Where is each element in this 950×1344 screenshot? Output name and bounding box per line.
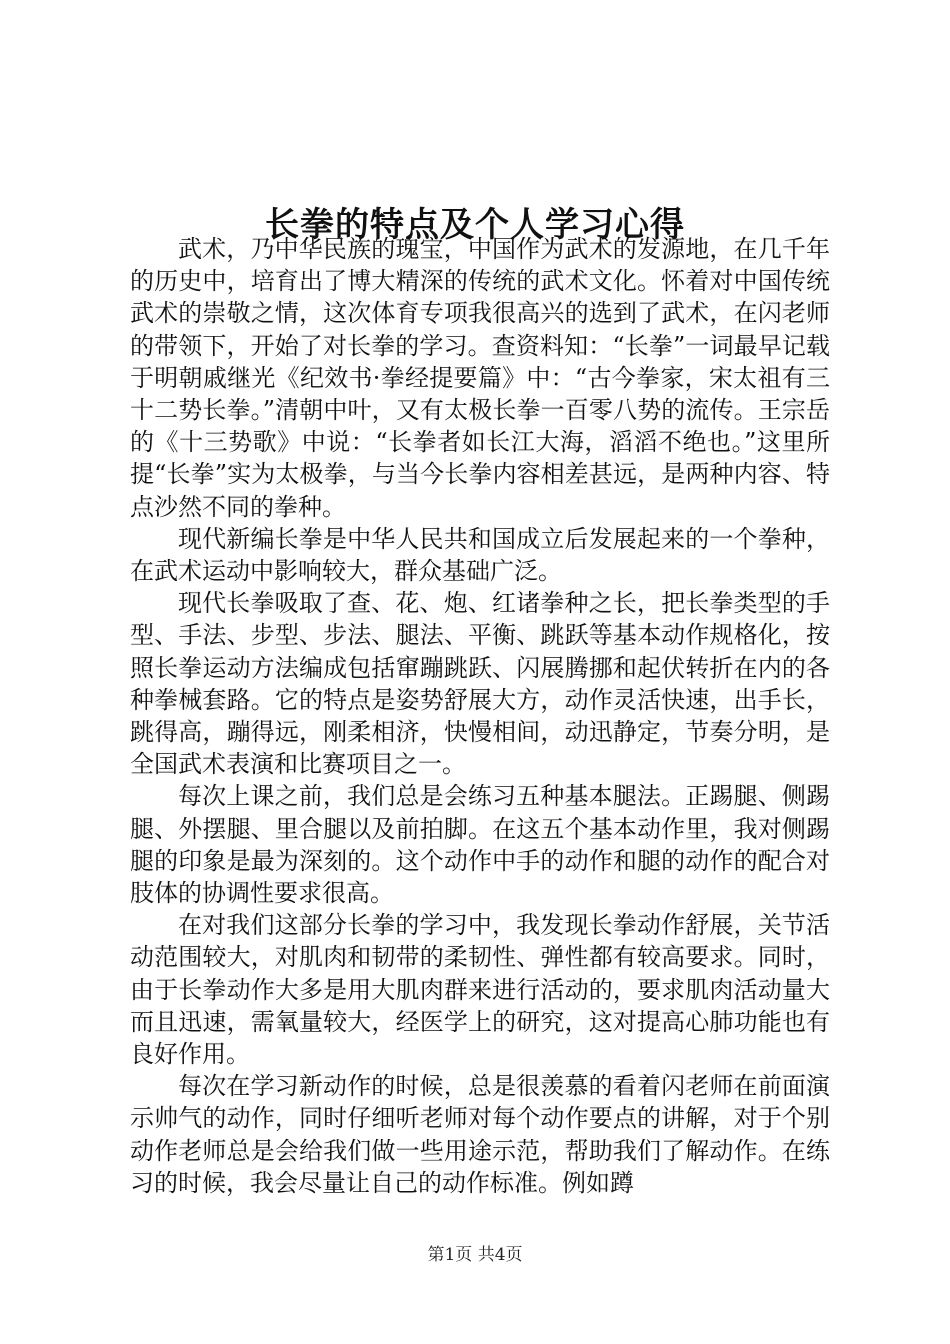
document-body	[130, 233, 830, 1199]
paragraph: 武术，乃中华民族的瑰宝，中国作为武术的发源地，在几千年的历史中，培育出了博大精深的传统的武术文化。怀着对中国传统武术的崇敬之情，这次体育专项我很高兴的选到了武术，在闪老师的带领下，开始了对长拳的学习。查资料知：“长拳”一词最早记载于明朝戚继光《纪效书·拳经提要篇》中：“古今拳家，宋太祖有三十二势长拳。”清朝中叶，又有太极长拳一百零八势的流传。王宗岳的《十三势歌》中说：“长拳者如长江大海，滔滔不绝也。”这里所提“长拳”实为太极拳，与当今长拳内容相差甚远，是两种内容、特点沙然不同的拳种。	[130, 235, 830, 521]
paragraph: 每次在学习新动作的时候，总是很羡慕的看着闪老师在前面演示帅气的动作，同时仔细听老师对每个动作要点的讲解，对于个别动作老师总是会给我们做一些用途示范，帮助我们了解动作。在练习的时候，我会尽量让自己的动作标准。例如蹲	[130, 1072, 830, 1197]
paragraph: 在对我们这部分长拳的学习中，我发现长拳动作舒展，关节活动范围较大，对肌肉和韧带的柔韧性、弹性都有较高要求。同时，由于长拳动作大多是用大肌肉群来进行活动的，要求肌肉活动量大而且迅速，需氧量较大，经医学上的研究，这对提高心肺功能也有良好作用。	[130, 911, 830, 1069]
paragraph: 现代长拳吸取了查、花、炮、红诸拳种之长，把长拳类型的手型、手法、步型、步法、腿法、平衡、跳跃等基本动作规格化，按照长拳运动方法编成包括窜蹦跳跃、闪展腾挪和起伏转折在内的各种拳械套路。它的特点是姿势舒展大方，动作灵活快速，出手长，跳得高，蹦得远，刚柔相济，快慢相间，动迅静定，节奏分明，是全国武术表演和比赛项目之一。	[130, 589, 830, 779]
paragraph: 现代新编长拳是中华人民共和国成立后发展起来的一个拳种，在武术运动中影响较大，群众基础广泛。	[130, 524, 830, 586]
paragraph: 每次上课之前，我们总是会练习五种基本腿法。正踢腿、侧踢腿、外摆腿、里合腿以及前拍脚。在这五个基本动作里，我对侧踢腿的印象是最为深刻的。这个动作中手的动作和腿的动作的配合对肢体的协调性要求很高。	[130, 782, 830, 908]
document-title: 长拳的特点及个人学习心得	[265, 204, 685, 245]
page-footer: 第1页 共4页	[427, 1245, 523, 1265]
